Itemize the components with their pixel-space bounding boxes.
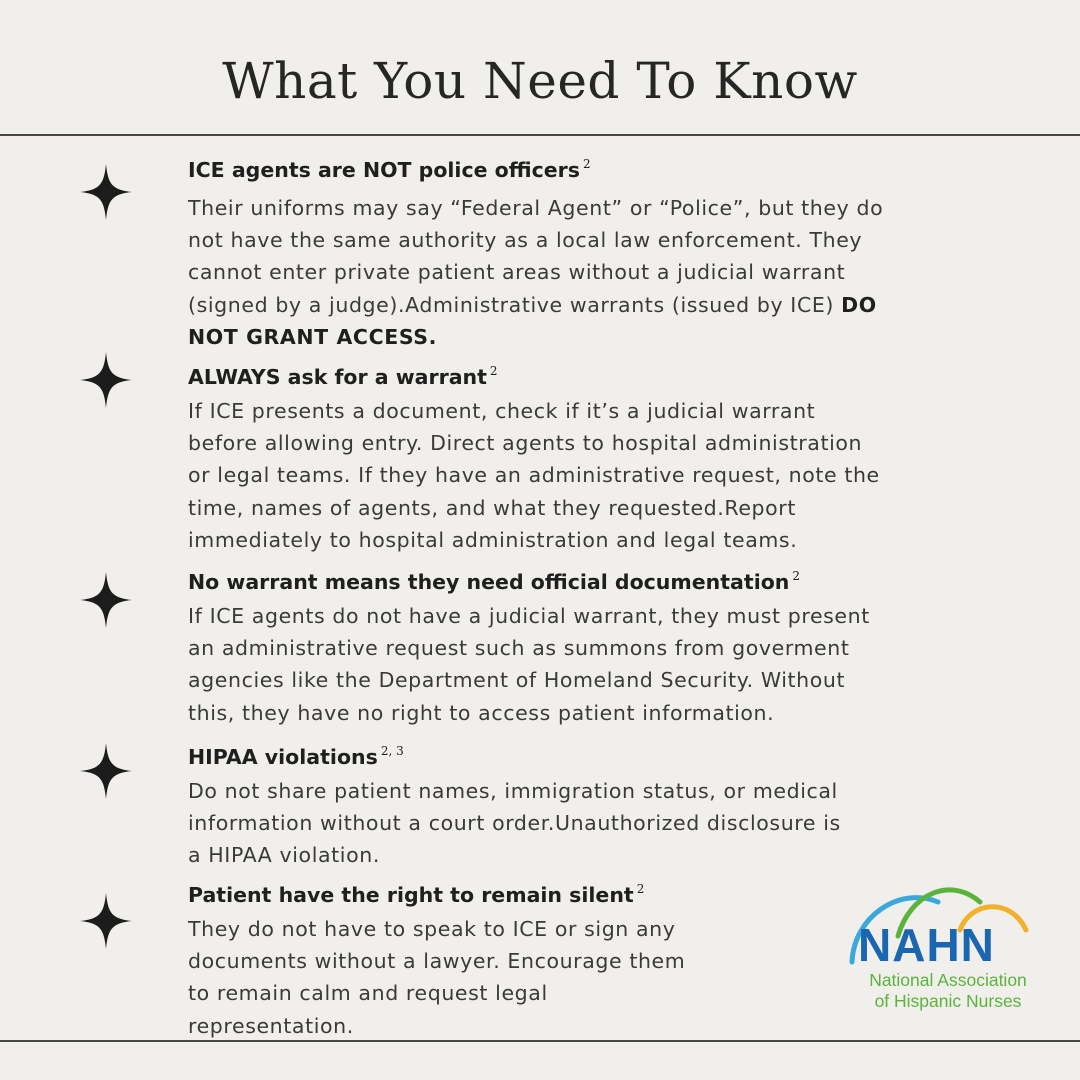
item-heading: HIPAA violations $^{2, 3}$ (188, 744, 404, 769)
item-heading: Patient have the right to remain silent $^2$ (188, 882, 645, 907)
top-divider (0, 134, 1080, 136)
four-point-star-icon (80, 352, 132, 408)
logo-tagline: National Association of Hispanic Nurses (869, 970, 1027, 1011)
item-heading: ICE agents are NOT police officers $^2$ (188, 157, 591, 182)
footnote-ref: 2 (636, 882, 645, 896)
logo-acronym: NAHN (858, 919, 995, 971)
footnote-ref: 2, 3 (380, 744, 404, 758)
footnote-ref: 2 (489, 364, 498, 378)
item-body: They do not have to speak to ICE or sign any documents without a lawyer. Encourage them to remain calm and request legal representation. (188, 917, 686, 1038)
four-point-star-icon (80, 743, 132, 799)
item-body: If ICE presents a document, check if it’s a judicial warrant before allowing entry. Direct agents to hospital administration or legal teams. If they have an administrative request, note the time, names of agents, and what they requested.Report immediately to hospital administration and legal teams. (188, 399, 880, 552)
item-body: Do not share patient names, immigration status, or medical information without a court order.Unauthorized disclosure is a HIPAA violation. (188, 779, 841, 868)
footnote-ref: 2 (582, 157, 591, 171)
four-point-star-icon (80, 893, 132, 949)
emphasis-text: DO (841, 292, 877, 317)
item-body: Their uniforms may say “Federal Agent” or “Police”, but they do not have the same authority as a local law enforcement. They cannot enter private patient areas without a judicial warrant (signed by a judge).Administrative warrants (issued by ICE) DO NOT GRANT ACCESS. (188, 196, 884, 349)
item-body: If ICE agents do not have a judicial warrant, they must present an administrative request such as summons from goverment agencies like the Department of Homeland Security. Without this, they have no right to access patient information. (188, 604, 870, 725)
four-point-star-icon (80, 164, 132, 220)
item-heading: No warrant means they need official documentation $^2$ (188, 569, 801, 594)
item-heading: ALWAYS ask for a warrant $^2$ (188, 364, 498, 389)
emphasis-text: NOT GRANT ACCESS. (188, 324, 438, 349)
four-point-star-icon (80, 572, 132, 628)
bottom-divider (0, 1040, 1080, 1042)
footnote-ref: 2 (792, 569, 801, 583)
page-title: What You Need To Know (222, 52, 858, 110)
